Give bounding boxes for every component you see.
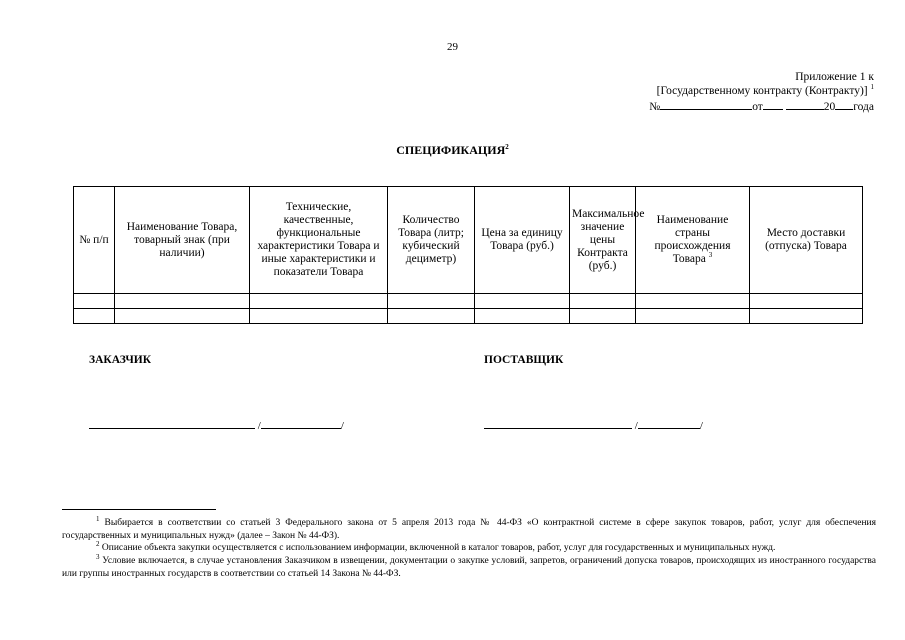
footnote-separator [62,509,216,510]
table-row [74,294,863,309]
table-cell[interactable] [570,309,636,324]
appendix-year-prefix: 20 [823,101,836,113]
table-header-row [74,187,863,294]
col-header-max-price: Максимальное значение цены Контракта (руб.) [570,187,636,294]
col-header-quantity: Количество Товара (литр; кубический дециметр) [388,187,475,294]
footnote-1-ref: 1 [96,514,100,523]
col-header-origin-country: Наименование страны происхождения Товара $^3$ [636,187,750,294]
appendix-year-suffix: года [853,101,874,113]
appendix-header [649,70,874,114]
footnote-2-text: Описание объекта закупки осуществляется с использованием информации, включенной в каталог товаров, работ, услуг для государственных и муниципальных нужд. [101,543,776,553]
table-cell[interactable] [74,294,115,309]
table-cell[interactable] [475,309,570,324]
appendix-line3 [649,98,874,114]
footnote-ref-1: 1 [870,83,874,92]
table-cell[interactable] [570,294,636,309]
footnote-ref-2: 2 [505,143,509,151]
contract-year-blank [835,98,853,110]
table-cell[interactable] [475,294,570,309]
table-cell[interactable] [115,309,250,324]
customer-signature-line[interactable] [89,417,255,429]
footnote-ref-3: 3 [708,251,713,260]
table-cell[interactable] [750,309,863,324]
table-cell[interactable] [750,294,863,309]
footnote-3-ref: 3 [96,552,100,561]
supplier-signature-line[interactable] [484,417,632,429]
document-title-text: СПЕЦИФИКАЦИЯ [396,143,506,157]
table-cell[interactable] [250,294,388,309]
contract-number-blank [660,98,752,110]
col-header-characteristics: Технические, качественные, функциональные характеристики Товара и иные характеристики и показатели Товара [250,187,388,294]
col-header-number: № п/п [74,187,115,294]
footnote-3 [62,552,877,580]
supplier-name-line[interactable] [638,417,700,429]
appendix-line1: Приложение 1 к [795,71,874,83]
table-cell[interactable] [636,309,750,324]
appendix-number-sign: № [649,101,661,113]
page-number: 29 [447,41,458,53]
footnote-2-ref: 2 [96,539,100,548]
table-cell[interactable] [115,294,250,309]
col-header-unit-price: Цена за единицу Товара (руб.) [475,187,570,294]
col-header-delivery-place: Место доставки (отпуска) Товара [750,187,863,294]
footnote-1-text: Выбирается в соответствии со статьей 3 Федерального закона от 5 апреля 2013 года № 44-ФЗ «О контрактной системе в сфере закупок товаров, работ, услуг для обеспечения государственных и муниципальных нужд» (далее – Закон № 44-ФЗ). [62,518,877,541]
table-cell[interactable] [388,309,475,324]
footnote-2 [62,539,876,555]
table-cell[interactable] [388,294,475,309]
appendix-from: от [752,101,763,113]
supplier-label: ПОСТАВЩИК [484,354,564,366]
contract-day-blank [763,98,783,110]
table-cell[interactable] [250,309,388,324]
footnote-1 [62,514,877,542]
appendix-line2 [649,84,874,98]
footnote-3-text: Условие включается, в случае установления Заказчиком в извещении, документации о закупке условий, запретов, ограничений допуска товаров, происходящих из иностранного государства или группы иностранных государств в соответствии со статьей 14 Закона № 44-ФЗ. [62,556,877,579]
customer-label: ЗАКАЗЧИК [89,354,152,366]
contract-month-blank [786,98,824,110]
customer-signature[interactable]: / / [89,417,344,432]
table-cell[interactable] [74,309,115,324]
table-cell[interactable] [636,294,750,309]
customer-name-line[interactable] [261,417,341,429]
specification-table [73,186,863,324]
col-header-name: Наименование Товара, товарный знак (при наличии) [115,187,250,294]
appendix-contract-ref: [Государственному контракту (Контракту)] [656,85,868,97]
supplier-signature[interactable]: / / [484,417,703,432]
document-title [0,143,905,158]
table-row [74,309,863,324]
